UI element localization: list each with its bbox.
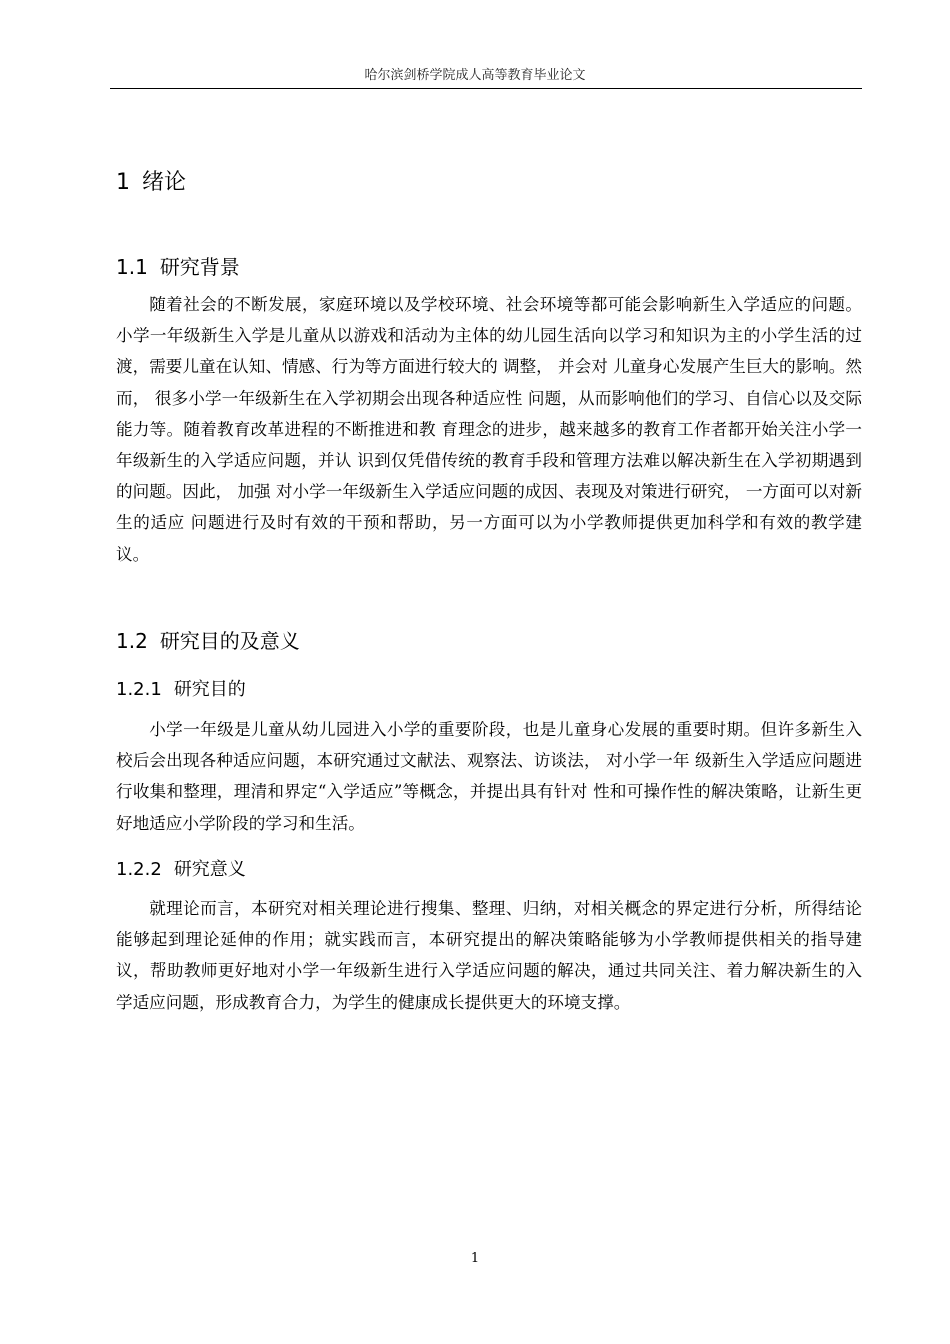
section-1-2-1-title: 研究目的 (173, 679, 246, 700)
running-header: 哈尔滨剑桥学院成人高等教育毕业论文 (364, 68, 586, 83)
section-1-2-2-title: 研究意义 (173, 859, 246, 880)
chapter-number: 1 (116, 170, 130, 195)
section-1-1-paragraph: 随着社会的不断发展，家庭环境以及学校环境、社会环境等都可能会影响新生入学适应的问题。小学一年级新生入学是儿童从以游戏和活动为主体的幼儿园生活向以学习和知识为主的小学生活的过渡，需要儿童在认知、情感、行为等方面进行较大的 调整， 并会对 儿童身心发展产生巨大的影响。然而， 很多小学一年级新生在入学初期会出现各种适应性 问题，从而影响他们的学习、自信心以及交际能力等。随着教育改革进程的不断推进和教 育理念的进步，越来越多的教育工作者都开始关注小学一年级新生的入学适应问题，并认 识到仅凭借传统的教育手段和管理方法难以解决新生在入学初期遇到的问题。因此， 加强 对小学一年级新生入学适应问题的成因、表现及对策进行研究， 一方面可以对新生的适应 问题进行及时有效的干预和帮助，另一方面可以为小学教师提供更加科学和有效的教学建 议。 (116, 295, 862, 564)
section-1-1-title: 研究背景 (159, 255, 240, 279)
section-1-2-title: 研究目的及意义 (159, 629, 300, 653)
chapter-heading (116, 165, 186, 196)
section-1-2-1-paragraph: 小学一年级是儿童从幼儿园进入小学的重要阶段，也是儿童身心发展的重要时期。但许多新生入校后会出现各种适应问题，本研究通过文献法、观察法、访谈法， 对小学一年 级新生入学适应问题进行收集和整理，理清和界定“入学适应”等概念，并提出具有针对 性和可操作性的解决策略，让新生更好地适应小学阶段的学习和生活。 (116, 720, 862, 833)
section-1-2-heading (116, 625, 300, 654)
section-1-2-2-number: 1.2.2 (116, 859, 162, 880)
header-divider (110, 88, 862, 89)
page-number: 1 (470, 1251, 480, 1266)
section-1-2-1-number: 1.2.1 (116, 679, 162, 700)
section-1-2-number: 1.2 (116, 629, 148, 653)
section-1-2-2-heading (116, 855, 246, 881)
section-1-2-1-heading (116, 675, 246, 701)
section-1-2-2-paragraph: 就理论而言，本研究对相关理论进行搜集、整理、归纳，对相关概念的界定进行分析，所得结论能够起到理论延伸的作用；就实践而言，本研究提出的解决策略能够为小学教师提供相关的指导建议，帮助教师更好地对小学一年级新生进行入学适应问题的解决，通过共同关注、着力解决新生的入学适应问题，形成教育合力，为学生的健康成长提供更大的环境支撑。 (116, 899, 862, 1012)
section-1-1-number: 1.1 (116, 255, 148, 279)
section-1-1-heading (116, 251, 240, 280)
chapter-title: 绪论 (142, 170, 187, 195)
